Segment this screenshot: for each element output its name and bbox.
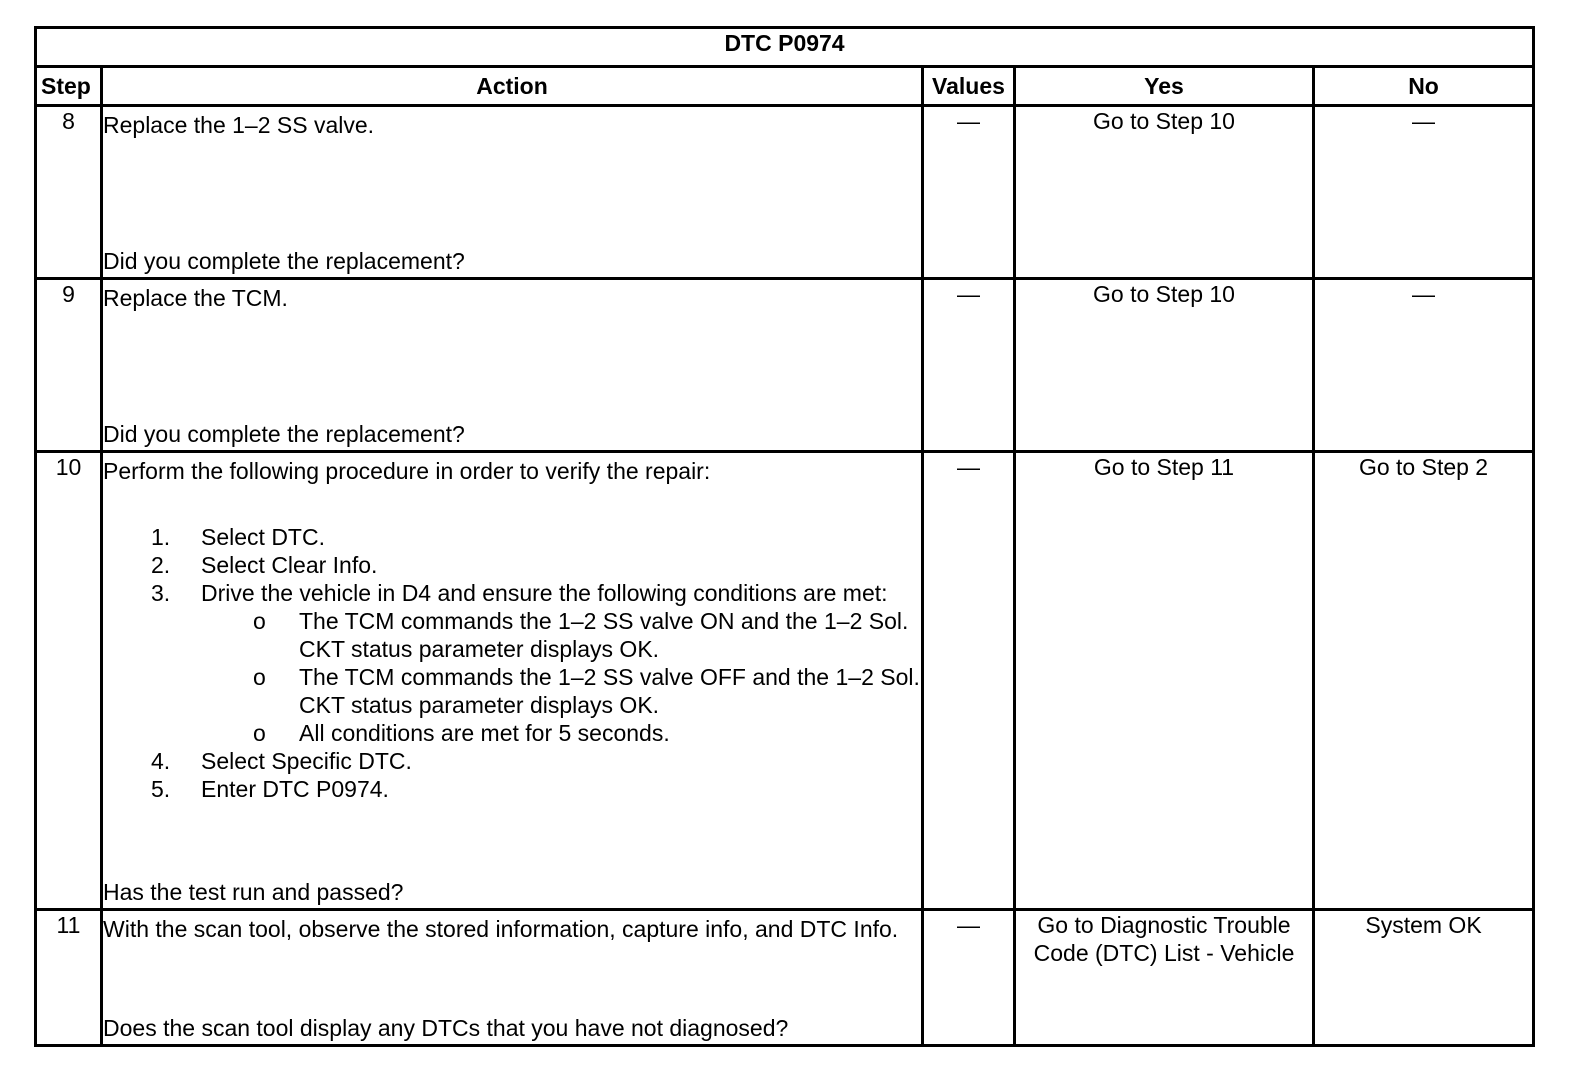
yes-cell: Go to Step 11 [1015, 452, 1314, 910]
table-row [36, 910, 1534, 1046]
table-row [36, 106, 1534, 279]
no-cell: Go to Step 2 [1314, 452, 1534, 910]
action-intro: Replace the 1–2 SS valve. [103, 112, 375, 138]
procedure-item: Select Clear Info. [201, 552, 378, 578]
action-cell [102, 279, 923, 452]
values-cell: — [923, 279, 1015, 452]
condition-item: o The TCM commands the 1–2 SS valve OFF and the 1–2 Sol. CKT status parameter displays OK. [299, 663, 921, 719]
procedure-list [103, 523, 921, 803]
condition-item: o The TCM commands the 1–2 SS valve ON and the 1–2 Sol. CKT status parameter displays OK. [299, 607, 921, 663]
action-question: Did you complete the replacement? [103, 248, 465, 274]
table-row [36, 279, 1534, 452]
conditions-list [201, 607, 921, 747]
step-number: 8 [36, 106, 102, 279]
yes-cell: Go to Step 10 [1015, 279, 1314, 452]
action-cell [102, 910, 923, 1046]
procedure-item-text: Drive the vehicle in D4 and ensure the following conditions are met: [201, 580, 888, 606]
header-step: Step [36, 67, 102, 106]
procedure-item: Select DTC. [201, 524, 325, 550]
header-row [36, 67, 1534, 106]
action-question: Does the scan tool display any DTCs that you have not diagnosed? [103, 1015, 789, 1041]
dtc-table [34, 26, 1535, 1047]
action-cell [102, 106, 923, 279]
header-values: Values [923, 67, 1015, 106]
action-intro: Replace the TCM. [103, 285, 288, 311]
no-cell: — [1314, 106, 1534, 279]
header-yes: Yes [1015, 67, 1314, 106]
step-number: 11 [36, 910, 102, 1046]
condition-item: o All conditions are met for 5 seconds. [299, 719, 921, 747]
yes-cell: Go to Step 10 [1015, 106, 1314, 279]
values-cell: — [923, 452, 1015, 910]
procedure-item: Select Specific DTC. [201, 748, 412, 774]
values-cell: — [923, 106, 1015, 279]
action-question: Did you complete the replacement? [103, 421, 465, 447]
action-intro: Perform the following procedure in order to verify the repair: [103, 458, 711, 484]
table-row [36, 452, 1534, 910]
no-cell: — [1314, 279, 1534, 452]
step-number: 9 [36, 279, 102, 452]
header-action: Action [102, 67, 923, 106]
yes-cell: Go to Diagnostic Trouble Code (DTC) List - Vehicle [1015, 910, 1314, 1046]
action-question: Has the test run and passed? [103, 879, 404, 905]
no-cell: System OK [1314, 910, 1534, 1046]
table-title: DTC P0974 [36, 28, 1534, 67]
values-cell: — [923, 910, 1015, 1046]
action-intro: With the scan tool, observe the stored information, capture info, and DTC Info. [103, 916, 899, 942]
procedure-item [201, 579, 921, 747]
step-number: 10 [36, 452, 102, 910]
procedure-item: Enter DTC P0974. [201, 776, 389, 802]
header-no: No [1314, 67, 1534, 106]
action-cell [102, 452, 923, 910]
